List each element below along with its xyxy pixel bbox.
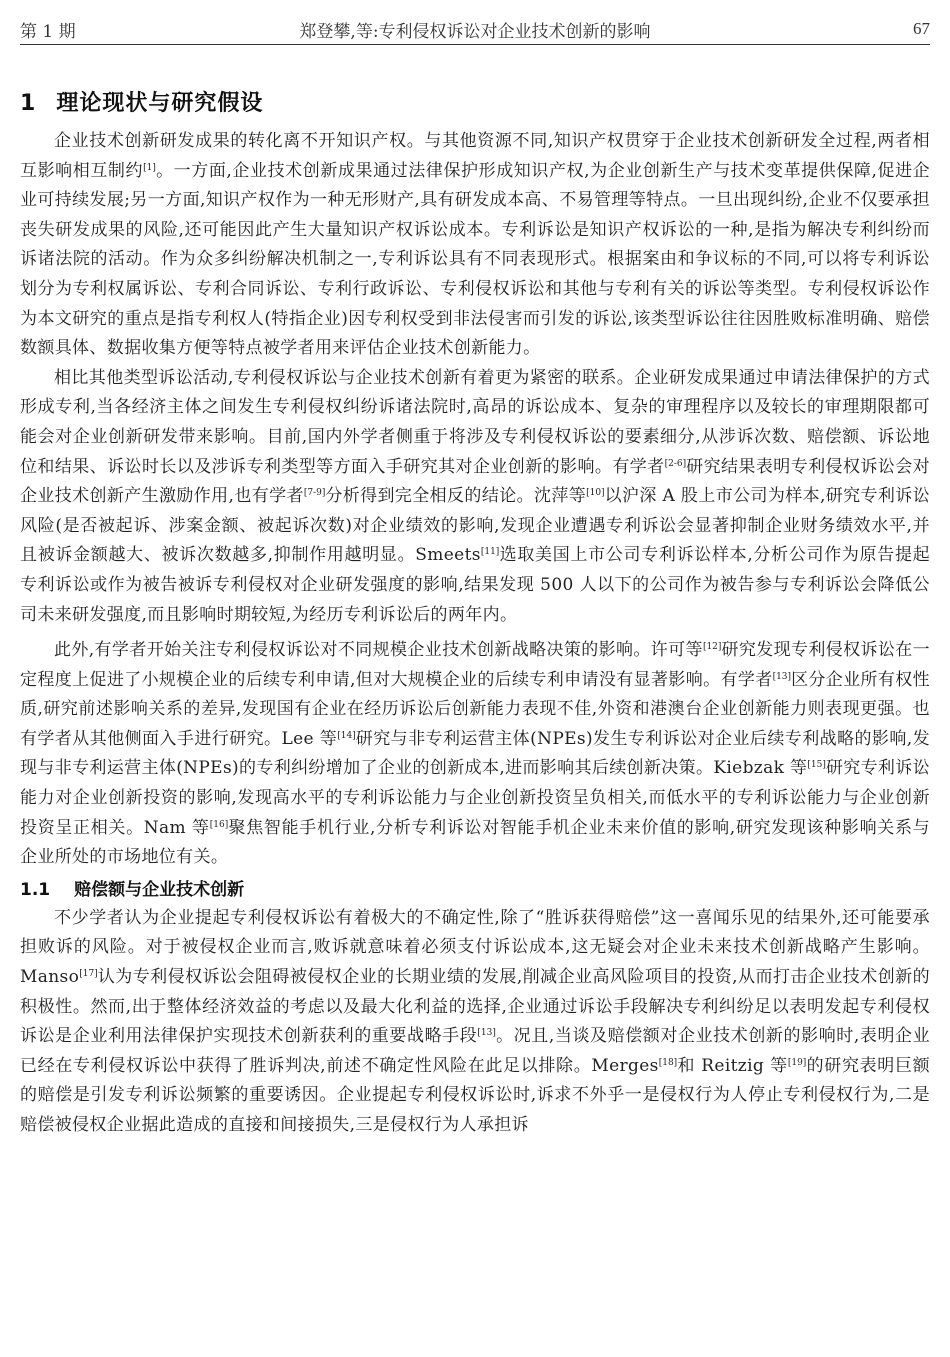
- subsection-heading: [20, 875, 930, 900]
- citation-marker: [1]: [143, 162, 156, 173]
- paragraph-text: 认为专利侵权诉讼会阻碍被侵权企业的长期业绩的发展,削减企业高风险项目的投资,从而打击企业技术创新的积极性。然而,出于整体经济效益的考虑以及最大化利益的选择,企业通过诉讼手段解决专利纠纷足以表明发起专利侵权诉讼是企业利用法律保护实现技术创新获利的重要战略手段: [20, 967, 930, 1047]
- body-paragraph: [20, 636, 930, 873]
- citation-marker: [10]: [586, 488, 605, 499]
- paragraph-text: 。一方面,企业技术创新成果通过法律保护形成知识产权,为企业创新生产与技术变革提供保障,促进企业可持续发展;另一方面,知识产权作为一种无形财产,具有研发成本高、不易管理等特点。一旦出现纠纷,企业不仅要承担丧失研发成果的风险,还可能因此产生大量知识产权诉讼成本。专利诉讼是知识产权诉讼的一种,是指为解决专利纠纷而诉诸法院的活动。作为众多纠纷解决机制之一,专利诉讼具有不同表现形式。根据案由和争议标的不同,可以将专利诉讼划分为专利权属诉讼、专利合同诉讼、专利行政诉讼、专利侵权诉讼和其他与专利有关的诉讼等类型。专利侵权诉讼作为本文研究的重点是指专利权人(特指企业)因专利权受到非法侵害而引发的诉讼,该类型诉讼往往因胜败标准明确、赔偿数额具体、数据收集方便等特点被学者用来评估企业技术创新能力。: [20, 160, 931, 359]
- paragraph-text: 此外,有学者开始关注专利侵权诉讼对不同规模企业技术创新战略决策的影响。许可等: [54, 640, 703, 661]
- paragraph-text: 分析得到完全相反的结论。沈萍等: [325, 486, 587, 507]
- body-paragraph: [20, 904, 930, 1141]
- running-title: 郑登攀,等:专利侵权诉讼对企业技术创新的影响: [299, 21, 651, 42]
- subsection-title: 赔偿额与企业技术创新: [74, 879, 245, 900]
- paragraph-text: 研究发现专利侵权诉讼在一定程度上促进了小规模企业的后续专利申请,但对大规模企业的后续专利申请没有显著影响。有学者: [20, 640, 931, 690]
- citation-marker: [13]: [772, 671, 792, 682]
- page-number: 67: [913, 19, 930, 38]
- paragraph-text: 不少学者认为企业提起专利侵权诉讼有着极大的不确定性,除了“胜诉获得赔偿”这一喜闻乐见的结果外,还可能要承担败诉的风险。对于被侵权企业而言,败诉就意味着必须支付诉讼成本,这无疑会对企业未来技术创新战略产生影响。Manso: [20, 907, 930, 988]
- citation-marker: [13]: [477, 1028, 496, 1039]
- paragraph-text: 研究结果表明专利侵权诉讼会对企业技术创新产生激励作用,也有学者: [20, 456, 930, 507]
- paragraph-text: 相比其他类型诉讼活动,专利侵权诉讼与企业技术创新有着更为紧密的联系。企业研发成果通过申请法律保护的方式形成专利,当各经济主体之间发生专利侵权纠纷诉诸法院时,高昂的诉讼成本、复杂的审理程序以及较长的审理期限都可能会对企业创新研发带来影响。目前,国内外学者侧重于将涉及专利侵权诉讼的要素细分,从涉诉次数、赔偿额、诉讼地位和结果、诉讼时长以及涉诉专利类型等方面入手研究其对企业创新的影响。有学者: [20, 367, 930, 477]
- body-paragraph: [20, 364, 930, 630]
- citation-marker: [14]: [337, 730, 356, 741]
- issue-number: 第 1 期: [20, 21, 76, 42]
- paragraph-text: 的研究表明巨额的赔偿是引发专利诉讼频繁的重要诱因。企业提起专利侵权诉讼时,诉求不外乎一是侵权行为人停止专利侵权行为,二是赔偿被侵权企业据此造成的直接和间接损失,三是侵权行为人承担诉: [20, 1055, 930, 1135]
- body-paragraph: [20, 127, 930, 364]
- citation-marker: [2-6]: [664, 458, 687, 469]
- paragraph-text: 以沪深 A 股上市公司为样本,研究专利诉讼风险(是否被起诉、涉案金额、被起诉次数)对企业绩效的影响,发现企业遭遇专利诉讼会显著抑制企业财务绩效水平,并且被诉金额越大、被诉次数越多,抑制作用越明显。Smeets: [20, 486, 930, 566]
- section-title: 理论现状与研究假设: [56, 91, 264, 116]
- running-header: [20, 14, 930, 45]
- article-body: [20, 86, 930, 1141]
- paragraph-text: 研究与非专利运营主体(NPEs)发生专利诉讼对企业后续专利战略的影响,发现与非专利运营主体(NPEs)的专利纠纷增加了企业的创新成本,进而影响其后续创新决策。Kiebzak 等: [20, 728, 930, 779]
- citation-marker: [15]: [807, 760, 826, 771]
- subsection-number: 1.1: [20, 879, 51, 900]
- citation-marker: [18]: [658, 1057, 678, 1068]
- section-heading: [20, 86, 930, 117]
- citation-marker: [12]: [702, 642, 722, 653]
- citation-marker: [11]: [480, 547, 500, 558]
- citation-marker: [17]: [79, 969, 98, 980]
- paragraph-text: 企业技术创新研发成果的转化离不开知识产权。与其他资源不同,知识产权贯穿于企业技术创新研发全过程,两者相互影响相互制约: [20, 131, 930, 181]
- paragraph-text: 聚焦智能手机行业,分析专利诉讼对智能手机企业未来价值的影响,研究发现该种影响关系与企业所处的市场地位有关。: [20, 817, 931, 868]
- paragraph-text: 选取美国上市公司专利诉讼样本,分析公司作为原告提起专利诉讼或作为被告被诉专利侵权对企业研发强度的影响,结果发现 500 人以下的公司作为被告参与专利诉讼会降低公司未来研发强度,而且影响时期较短,为经历专利诉讼后的两年内。: [20, 545, 931, 625]
- citation-marker: [7-9]: [303, 488, 326, 499]
- paragraph-text: 和 Reitzig 等: [677, 1055, 788, 1076]
- paragraph-text: 区分企业所有权性质,研究前述影响关系的差异,发现国有企业在经历诉讼后创新能力表现不佳,外资和港澳台企业创新能力则表现更强。也有学者从其他侧面入手进行研究。Lee 等: [20, 669, 930, 749]
- section-number: 1: [20, 91, 37, 116]
- paragraph-text: 研究专利诉讼能力对企业创新投资的影响,发现高水平的专利诉讼能力与企业创新投资呈负相关,而低水平的专利诉讼能力与企业创新投资呈正相关。Nam 等: [20, 758, 930, 838]
- citation-marker: [16]: [209, 819, 229, 830]
- paragraph-text: 。况且,当谈及赔偿额对企业技术创新的影响时,表明企业已经在专利侵权诉讼中获得了胜诉判决,前述不确定性风险在此足以排除。Merges: [20, 1026, 931, 1076]
- citation-marker: [19]: [787, 1057, 807, 1068]
